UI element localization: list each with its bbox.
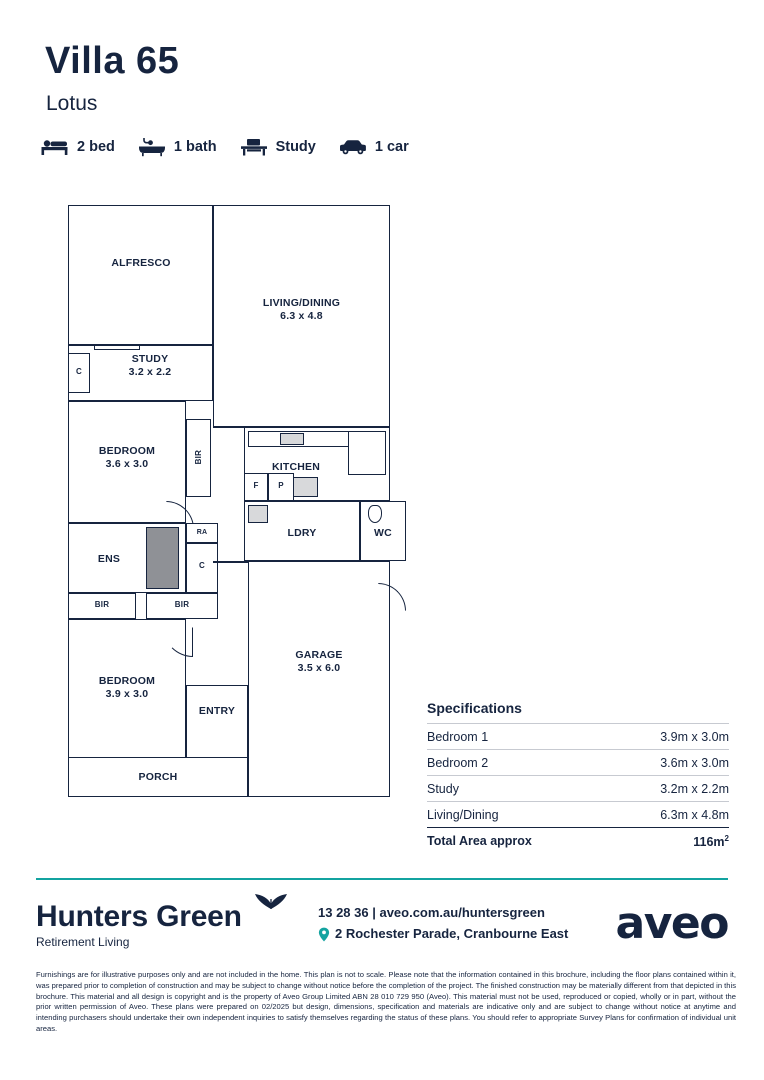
spec-value: 6.3m x 4.8m bbox=[660, 808, 729, 822]
room-bedroom-2-label: BEDROOM 3.6 x 3.0 bbox=[98, 445, 156, 471]
contact-block bbox=[318, 902, 568, 945]
spec-row bbox=[427, 749, 729, 775]
spec-label: Living/Dining bbox=[427, 808, 499, 822]
hunters-green-name: Hunters Green bbox=[36, 900, 242, 933]
room-living-dining-label: LIVING/DINING 6.3 x 4.8 bbox=[262, 297, 341, 323]
room-ensuite-label: ENS bbox=[97, 553, 121, 565]
spec-value: 3.6m x 3.0m bbox=[660, 756, 729, 770]
ra-cupboard-label: RA bbox=[196, 529, 208, 536]
floor-plan bbox=[68, 205, 390, 797]
spec-row bbox=[427, 775, 729, 801]
room-alfresco bbox=[68, 205, 213, 345]
study-window bbox=[94, 345, 140, 350]
closet-bir-left-label: BIR bbox=[94, 600, 110, 609]
laundry-trough bbox=[248, 505, 268, 523]
closet-c-ens-label: C bbox=[199, 561, 205, 570]
kitchen-sink bbox=[280, 433, 304, 445]
page-subtitle: Lotus bbox=[46, 92, 98, 115]
desk-icon bbox=[239, 135, 269, 159]
contact-address: 2 Rochester Parade, Cranbourne East bbox=[335, 926, 569, 942]
car-icon bbox=[338, 135, 368, 159]
bath-icon bbox=[137, 135, 167, 159]
room-entry-label: ENTRY bbox=[198, 705, 236, 717]
door-arc-garage bbox=[378, 583, 406, 611]
feature-bath bbox=[137, 135, 217, 159]
leaf-icon bbox=[250, 891, 292, 916]
room-wc-label: WC bbox=[374, 527, 392, 539]
specifications-panel bbox=[427, 700, 729, 854]
kitchen-cooktop bbox=[348, 431, 386, 475]
disclaimer-text: Furnishings are for illustrative purposes only and are not included in the home. This plan is not to scale. Please note that the information contained in this brochure, including the floor plans contained within it, was prepared prior to completion of construction and may be subject to change without notice before the completion of the project. The finished construction may be materially different from that depicted in this brochure. This material and all design is copyright and is the property of Aveo Group Limited ABN 28 010 729 950 (Aveo). This material must not be used, reproduced or copied, wholly or in part, without the prior written permission of Aveo. These plans were prepared on 02/2025 but design, dimensions, specification and materials are indicative only and are subject to change without notice at anytime and intending purchasers should undertake their own independent inquiries to satisfy themselves regarding the status of these plans. You should refer to appropriate Survey Plans for confirmation of individual unit areas. bbox=[36, 970, 736, 1033]
feature-bed-label: 2 bed bbox=[77, 139, 115, 155]
spec-row bbox=[427, 801, 729, 827]
footer-divider bbox=[36, 878, 728, 880]
spec-label: Study bbox=[427, 782, 459, 796]
feature-bath-label: 1 bath bbox=[173, 139, 217, 155]
aveo-logo: aveo bbox=[615, 898, 728, 949]
toilet-fixture bbox=[368, 505, 382, 523]
feature-list bbox=[40, 135, 431, 159]
room-porch-label: PORCH bbox=[138, 771, 178, 783]
room-alfresco-label: ALFRESCO bbox=[111, 257, 171, 269]
feature-car-label: 1 car bbox=[374, 139, 409, 155]
closet-c-study-label: C bbox=[76, 367, 82, 376]
feature-car bbox=[338, 135, 409, 159]
spec-label: Bedroom 2 bbox=[427, 756, 489, 770]
hunters-green-tagline: Retirement Living bbox=[36, 935, 130, 949]
closet-bir-right-label: BIR bbox=[174, 600, 190, 609]
closet-bir-bedroom2-label: BIR bbox=[193, 449, 203, 465]
spec-row bbox=[427, 723, 729, 749]
page-title: Villa 65 bbox=[45, 40, 180, 82]
contact-phone-web[interactable]: 13 28 36 | aveo.com.au/huntersgreen bbox=[318, 905, 545, 920]
specifications-heading: Specifications bbox=[427, 700, 522, 716]
contact-address-line bbox=[318, 923, 568, 944]
spec-row-total bbox=[427, 827, 729, 854]
shower-fixture bbox=[146, 527, 179, 589]
room-bedroom-1-label: BEDROOM 3.9 x 3.0 bbox=[98, 675, 156, 701]
pantry-space-label: P bbox=[278, 481, 284, 490]
room-laundry-label: LDRY bbox=[287, 527, 317, 539]
location-pin-icon bbox=[318, 927, 330, 942]
spec-total-value: $116m^2$ bbox=[693, 834, 729, 850]
room-garage bbox=[248, 561, 390, 797]
spec-total-label: Total Area approx bbox=[427, 834, 532, 848]
bed-icon bbox=[40, 135, 70, 159]
wall-segment-hall bbox=[213, 426, 246, 428]
spec-value: 3.9m x 3.0m bbox=[660, 730, 729, 744]
hunters-green-logo bbox=[36, 900, 242, 949]
room-kitchen-label: KITCHEN bbox=[271, 461, 321, 473]
feature-study-label: Study bbox=[275, 139, 316, 155]
room-study-label: STUDY 3.2 x 2.2 bbox=[128, 353, 172, 379]
wall-segment-hall-2 bbox=[213, 561, 249, 563]
fridge-space-label: F bbox=[253, 481, 259, 490]
spec-value: 3.2m x 2.2m bbox=[660, 782, 729, 796]
feature-study bbox=[239, 135, 316, 159]
room-garage-label: GARAGE 3.5 x 6.0 bbox=[295, 649, 343, 675]
feature-bed bbox=[40, 135, 115, 159]
spec-label: Bedroom 1 bbox=[427, 730, 489, 744]
